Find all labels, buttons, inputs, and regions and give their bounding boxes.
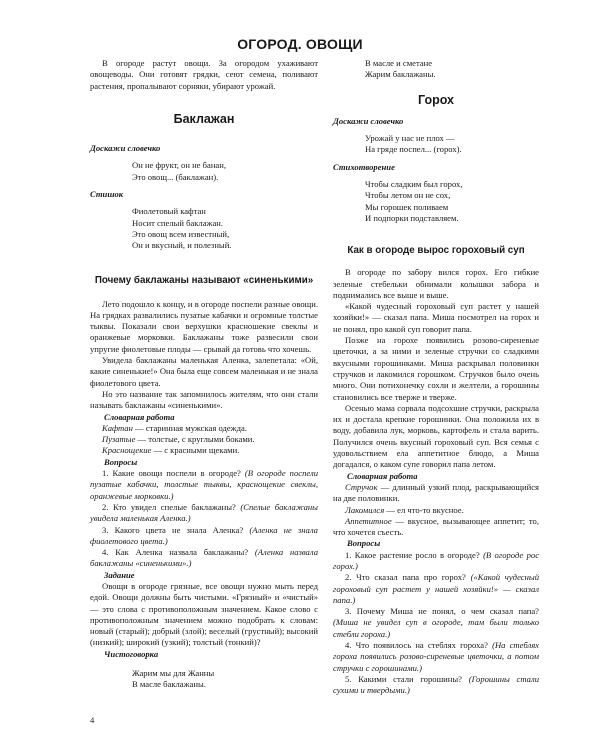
task-text: Овощи в огороде грязные, все овощи нужно мыть перед едой. Овощи должны быть чистыми. «Грязный» и «чистый» — это слова с противоположным значением. Какое слово с противоположным значением можно подобрать к словам: новый (старый); добрый (злой); веселый (грустный); высокий (низкий); широкий (узкий); толстый (тонкий)?	[90, 580, 318, 648]
answer-text: (Аленка не знала фиолетового цвета.)	[90, 524, 318, 546]
question-item	[333, 572, 539, 606]
riddle-peas	[333, 133, 539, 156]
vocab-def: — старинная мужская одежда.	[132, 422, 247, 433]
vocab-heading: Словарная работа	[104, 411, 175, 422]
poem-line: Он и вкусный, и полезный.	[132, 240, 232, 251]
question-text: 2. Кто увидел спелые баклажаны?	[102, 501, 241, 512]
poem-eggplant	[90, 206, 318, 251]
vocab-term: Аппетитное	[345, 515, 392, 526]
story-paragraph: «Какой чудесный гороховый суп растет у нашей хозяйки!» — сказал папа. Миша посмотрел на горох и не понял, про какой суп говорит папа.	[333, 301, 539, 334]
question-text: 1. Какие овощи поспели в огороде?	[102, 468, 245, 479]
vocab-term: Лакомился	[345, 504, 385, 515]
questions-heading: Вопросы	[347, 538, 381, 549]
section-title-peas: Горох	[417, 92, 454, 107]
vocab-entry	[333, 516, 539, 539]
tongue-twister	[90, 668, 318, 691]
vocab-def: — толстые, с круглыми боками.	[135, 434, 255, 445]
question-item	[90, 525, 318, 548]
poem-line: Чтобы летом он не сох,	[365, 190, 451, 201]
vocab-entry	[90, 423, 318, 434]
poem-line: Носит спелый баклажан.	[132, 217, 224, 228]
vocab-term: Пузатые	[102, 434, 136, 445]
story-title-peas: Как в огороде вырос гороховый суп	[347, 245, 525, 257]
answer-text: (На стеблях гороха появились розово-сиреневые цветочки, а потом стручки с горошинами.)	[333, 640, 540, 673]
intro-paragraph: В огороде растут овощи. За огородом ухаживают овощеводы. Они готовят грядки, сеют семена, поливают растения, пропалывают сорняки, убирают урожай.	[90, 58, 318, 91]
story-paragraph: Увидела баклажаны маленькая Аленка, залепетала: «Ой, какие синенькие!» Она была еще совсем маленькая и не знала фиолетового цвета.	[90, 355, 318, 388]
vocab-entry	[90, 434, 318, 445]
question-item	[90, 502, 318, 525]
section-title-eggplant: Баклажан	[173, 111, 235, 126]
answer-text: (Аленка назвала баклажаны «синенькими».)	[90, 547, 318, 569]
vocab-entry	[333, 505, 539, 516]
tongue-twister-continued	[333, 58, 539, 81]
question-item	[333, 674, 539, 697]
question-text: 4. Что появилось на стеблях гороха?	[345, 640, 493, 651]
tongue-twister-line: Жарим мы для Жанны	[132, 668, 215, 679]
story-paragraph: Но это название так запомнилось жителям, что они стали называть баклажаны «синенькими».	[90, 388, 318, 411]
vocab-term: Кафтан	[102, 422, 133, 433]
question-item	[90, 547, 318, 570]
tongue-twister-line: Жарим баклажаны.	[365, 69, 436, 80]
vocab-entry	[90, 445, 318, 456]
answer-text: (В огороде рос горох.)	[333, 549, 540, 571]
vocab-term: Краснощекие	[102, 445, 152, 456]
poem-line: Это овощ всем известный,	[132, 228, 230, 239]
right-column	[333, 58, 539, 697]
tongue-twister-line: В масле баклажаны.	[132, 679, 206, 690]
riddle-line: На гряде поспел... (горох).	[365, 144, 462, 155]
riddle-heading: Доскажи словечко	[90, 143, 161, 154]
story-paragraph: В огороде по забору вился горох. Его гибкие зеленые стебельки обнимали колышки забора и поднимались все выше и выше.	[333, 267, 539, 300]
question-item	[90, 468, 318, 502]
answer-text: (Спелые баклажаны увидела маленькая Аленка.)	[90, 501, 318, 524]
answer-text: («Какой чудесный гороховый суп растет у нашей хозяйки!» — сказал папа.)	[333, 572, 539, 605]
story-paragraph: Позже на горохе появились розово-сиреневые цветочки, а за ними и зеленые стручки со сладкими вкусными горошинками. Миша раскрывал половинки стручков и лакомился горошком. Стручков было очень много. Они потихонечку сохли и желтели, а горошины становились все тверже и тверже.	[333, 335, 539, 402]
question-text: 2. Что сказал папа про горох?	[345, 572, 471, 583]
answer-text: (В огороде поспели пузатые кабачки, толстые тыквы, краснощекие свеклы, оранжевые морковки.)	[90, 468, 319, 501]
page-header: ОГОРОД. ОВОЩИ	[237, 36, 363, 52]
poem-heading: Стишок	[90, 189, 124, 200]
vocab-term: Стручок	[345, 481, 378, 492]
question-text: 1. Какое растение росло в огороде?	[345, 549, 484, 560]
story-title-eggplant: Почему баклажаны называют «синенькими»	[94, 274, 314, 286]
answer-text: (Горошины стали сухими и твердыми.)	[333, 673, 539, 696]
vocab-def: — вкусное, вызывающее аппетит; то, что хочется съесть.	[333, 515, 539, 538]
task-heading: Задание	[104, 569, 135, 580]
vocab-def: — с красными щеками.	[151, 445, 240, 456]
riddle-heading: Доскажи словечко	[333, 115, 404, 126]
vocab-def: — длинный узкий плод, раскрывающийся на две половинки.	[333, 481, 539, 504]
question-item	[333, 550, 539, 573]
answer-text: (Миша не увидел суп в огороде, там были только стебли гороха.)	[333, 617, 539, 639]
tongue-twister-line: В масле и сметане	[365, 58, 433, 68]
question-text: 3. Какого цвета не знала Аленка?	[102, 524, 250, 535]
story-paragraph: Лето подошло к концу, и в огороде поспели разные овощи. На грядках развалились пузатые кабачки и огромные толстые тыквы. Показали свои верхушки красношекие свеклы и оранжевые морковки. Баклажаны тоже развесили свои упругие фиолетовые плоды — срывай да готовь что хочешь.	[90, 298, 318, 354]
riddle-eggplant	[90, 160, 318, 183]
question-text: 4. Как Аленка назвала баклажаны?	[102, 547, 255, 558]
poem-peas	[333, 179, 539, 224]
riddle-line: Он не фрукт, он не банан,	[132, 160, 226, 171]
question-item	[333, 606, 539, 640]
tongue-twister-heading: Чистоговорка	[104, 648, 159, 659]
vocab-def: — ел что-то вкусное.	[384, 504, 464, 515]
vocab-heading: Словарная работа	[347, 470, 418, 481]
poem-line: Фиолетовый кафтан	[132, 206, 206, 217]
question-item	[333, 640, 539, 674]
poem-line: И подпорки подставляем.	[365, 212, 459, 223]
riddle-line: Это овощ... (баклажан).	[132, 171, 219, 182]
poem-line: Чтобы сладким был горох,	[365, 179, 463, 190]
question-text: 5. Какими стали горошины?	[345, 673, 469, 684]
riddle-line: Урожай у нас не плох —	[365, 133, 455, 144]
poem-heading: Стихотворение	[333, 161, 395, 172]
page-number: 4	[90, 715, 95, 725]
questions-heading: Вопросы	[104, 456, 138, 467]
poem-line: Мы горошек поливаем	[365, 201, 449, 212]
story-paragraph: Осенью мама сорвала подсохшие стручки, раскрыла их и достала крепкие горошинки. Она положила их в воду, добавила лук, морковь, картофель и стала варить. Получился очень вкусный гороховый суп. Вся семья с удовольствием ела аппетитное блюдо, а Миша догадался, о каком супе говорил папа летом.	[333, 402, 539, 470]
question-text: 3. Почему Миша не понял, о чем сказал папа?	[345, 606, 539, 617]
vocab-entry	[333, 482, 539, 505]
left-column	[90, 58, 318, 697]
